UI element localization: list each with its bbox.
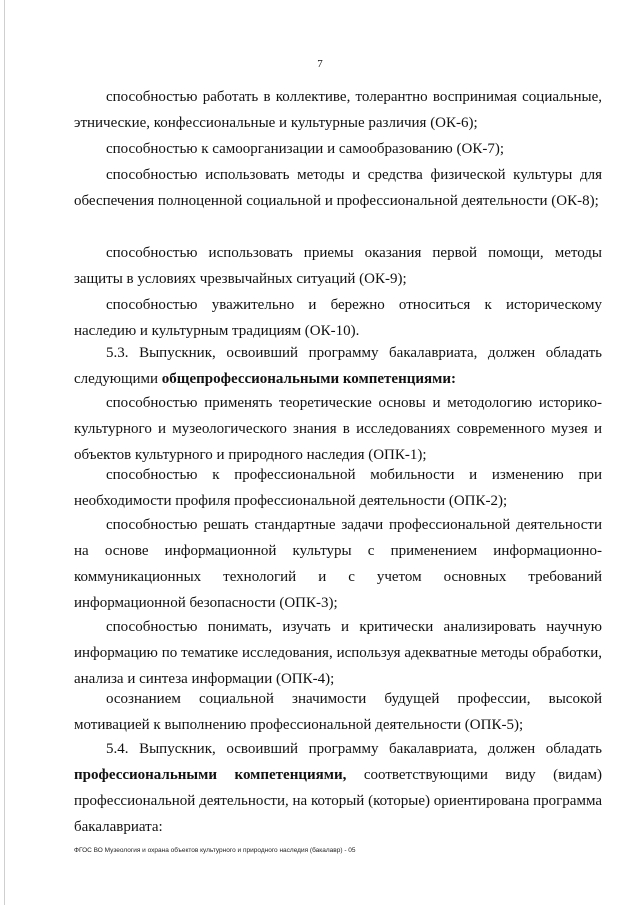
- paragraph-5-4-text: 5.4. Выпускник, освоивший программу бакалавриата, должен обладать: [106, 741, 602, 757]
- page-number: 7: [317, 58, 323, 70]
- paragraph-opk5: осознанием социальной значимости будущей профессии, высокой мотивацией к выполнению профессиональной деятельности (ОПК-5);: [74, 691, 602, 733]
- paragraph-5-3-text: 5.3. Выпускник, освоивший программу бакалавриата, должен обладать следующими: [74, 345, 602, 387]
- opk-heading: общепрофессиональными компетенциями:: [161, 371, 456, 387]
- scan-edge-line: [4, 0, 5, 905]
- paragraph-opk4: способностью понимать, изучать и критически анализировать научную информацию по тематике исследования, используя адекватные методы обработки, анализа и синтеза информации (ОПК-4);: [74, 619, 602, 687]
- paragraph-ok7: способностью к самоорганизации и самообразованию (ОК-7);: [106, 141, 505, 157]
- paragraph-5-4: [74, 736, 602, 840]
- paragraph-ok8: способностью использовать методы и средства физической культуры для обеспечения полноценной социальной и профессиональной деятельности (ОК-8);: [74, 167, 602, 209]
- paragraph-opk2: способностью к профессиональной мобильности и изменению при необходимости профиля профессиональной деятельности (ОПК-2);: [74, 467, 602, 509]
- paragraph-opk1: способностью применять теоретические основы и методологию историко-культурного и музеологического знания в исследованиях современного музея и объектов культурного и природного наследия (ОПК-1);: [74, 395, 602, 463]
- paragraph-5-3: [74, 340, 602, 392]
- paragraph-ok6: способностью работать в коллективе, толерантно воспринимая социальные, этнические, конфессиональные и культурные различия (ОК-6);: [74, 89, 602, 131]
- paragraph-5-4-tail: соответствующими виду (видам) профессиональной деятельности, на который (которые) ориентирована программа бакалавриата:: [74, 767, 602, 835]
- paragraph-ok9: способностью использовать приемы оказания первой помощи, методы защиты в условиях чрезвычайных ситуаций (ОК-9);: [74, 245, 602, 287]
- pk-heading: профессиональными компетенциями,: [74, 767, 347, 783]
- paragraph-opk3: способностью решать стандартные задачи профессиональной деятельности на основе информационной культуры с применением информационно-коммуникационных технологий и с учетом основных требований информационной безопасности (ОПК-3);: [74, 517, 602, 611]
- paragraph-ok10: способностью уважительно и бережно относиться к историческому наследию и культурным традициям (ОК-10).: [74, 297, 602, 339]
- page-footer: ФГОС ВО Музеология и охрана объектов культурного и природного наследия (бакалавр) - 05: [74, 847, 356, 854]
